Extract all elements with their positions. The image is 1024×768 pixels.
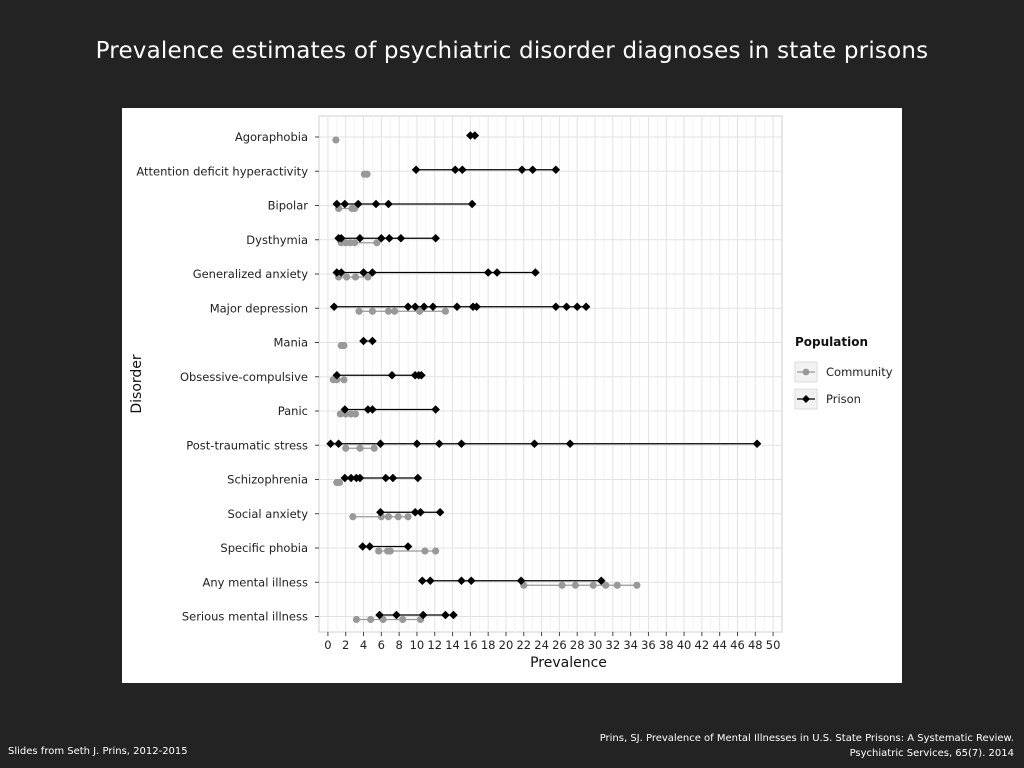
community-point: [395, 513, 402, 520]
community-point: [421, 547, 428, 554]
community-point: [371, 445, 378, 452]
x-tick-label: 4: [359, 638, 368, 652]
x-tick-label: 12: [427, 638, 443, 652]
citation-line-2: Psychiatric Services, 65(7). 2014: [849, 748, 1014, 759]
legend-label-community: Community: [826, 365, 893, 379]
community-point: [352, 410, 359, 417]
x-tick-label: 34: [623, 638, 638, 652]
legend-circle-icon: [803, 369, 810, 376]
community-point: [633, 582, 640, 589]
slide-title: Prevalence estimates of psychiatric disorder diagnoses in state prisons: [95, 38, 929, 64]
community-point: [355, 308, 362, 315]
x-tick-label: 6: [377, 638, 385, 652]
x-tick-label: 32: [605, 638, 621, 652]
community-point: [432, 547, 439, 554]
community-point: [356, 445, 363, 452]
y-tick-label: Bipolar: [267, 198, 308, 213]
community-point: [367, 616, 374, 623]
community-point: [558, 582, 565, 589]
x-tick-label: 0: [324, 638, 332, 652]
y-tick-label: Mania: [273, 335, 308, 350]
y-tick-label: Agoraphobia: [234, 130, 308, 144]
x-tick-label: 24: [534, 638, 549, 652]
y-tick-label: Panic: [277, 404, 308, 418]
x-tick-label: 20: [498, 638, 514, 652]
y-axis-title: Disorder: [129, 354, 145, 414]
chart-svg: [122, 108, 902, 683]
x-tick-label: 14: [445, 638, 460, 652]
y-tick-label: Attention deficit hyperactivity: [136, 164, 308, 179]
community-point: [385, 308, 392, 315]
x-tick-label: 22: [516, 638, 532, 652]
y-tick-label: Obsessive-compulsive: [179, 369, 308, 384]
x-tick-label: 18: [480, 638, 496, 652]
community-point: [399, 616, 406, 623]
community-point: [332, 136, 339, 143]
y-tick-label: Specific phobia: [220, 541, 308, 555]
x-tick-label: 40: [676, 638, 692, 652]
y-tick-label: Generalized anxiety: [192, 267, 308, 281]
community-point: [340, 342, 347, 349]
x-tick-label: 2: [342, 638, 350, 652]
y-tick-label: Dysthymia: [246, 232, 308, 247]
footer-credit: Slides from Seth J. Prins, 2012-2015: [8, 746, 188, 757]
citation-line-1: Prins, SJ. Prevalence of Mental Illnesses in U.S. State Prisons: A Systematic Review.: [599, 733, 1014, 744]
community-point: [590, 582, 597, 589]
x-tick-label: 46: [730, 638, 745, 652]
y-tick-label: Major depression: [209, 301, 308, 316]
community-point: [442, 308, 449, 315]
community-point: [375, 547, 382, 554]
x-tick-label: 16: [463, 638, 478, 652]
x-tick-label: 26: [552, 638, 567, 652]
x-axis-title: Prevalence: [530, 655, 607, 671]
community-point: [614, 582, 621, 589]
legend-title: Population: [795, 335, 869, 349]
community-point: [353, 616, 360, 623]
community-point: [387, 547, 394, 554]
x-tick-label: 48: [747, 638, 763, 652]
y-tick-label: Post-traumatic stress: [186, 438, 308, 453]
community-point: [336, 479, 343, 486]
x-tick-label: 10: [409, 638, 425, 652]
x-tick-label: 44: [712, 638, 727, 652]
legend-label-prison: Prison: [826, 392, 861, 406]
community-point: [340, 376, 347, 383]
x-tick-label: 38: [658, 638, 674, 652]
community-point: [363, 171, 370, 178]
y-tick-label: Any mental illness: [202, 575, 308, 590]
community-point: [369, 308, 376, 315]
x-tick-label: 30: [587, 638, 603, 652]
x-tick-label: 36: [641, 638, 656, 652]
x-tick-label: 8: [395, 638, 403, 652]
chart-panel: [122, 108, 902, 683]
y-tick-label: Schizophrenia: [227, 472, 308, 487]
community-point: [351, 239, 358, 246]
community-point: [343, 273, 350, 280]
community-point: [349, 513, 356, 520]
community-point: [385, 513, 392, 520]
community-point: [404, 513, 411, 520]
y-tick-label: Serious mental illness: [181, 609, 308, 624]
community-point: [352, 273, 359, 280]
community-point: [572, 582, 579, 589]
x-tick-label: 50: [765, 638, 781, 652]
community-point: [391, 308, 398, 315]
citation: [600, 731, 1014, 761]
x-tick-label: 28: [569, 638, 585, 652]
community-point: [342, 445, 349, 452]
x-tick-label: 42: [694, 638, 710, 652]
y-tick-label: Social anxiety: [227, 506, 308, 521]
